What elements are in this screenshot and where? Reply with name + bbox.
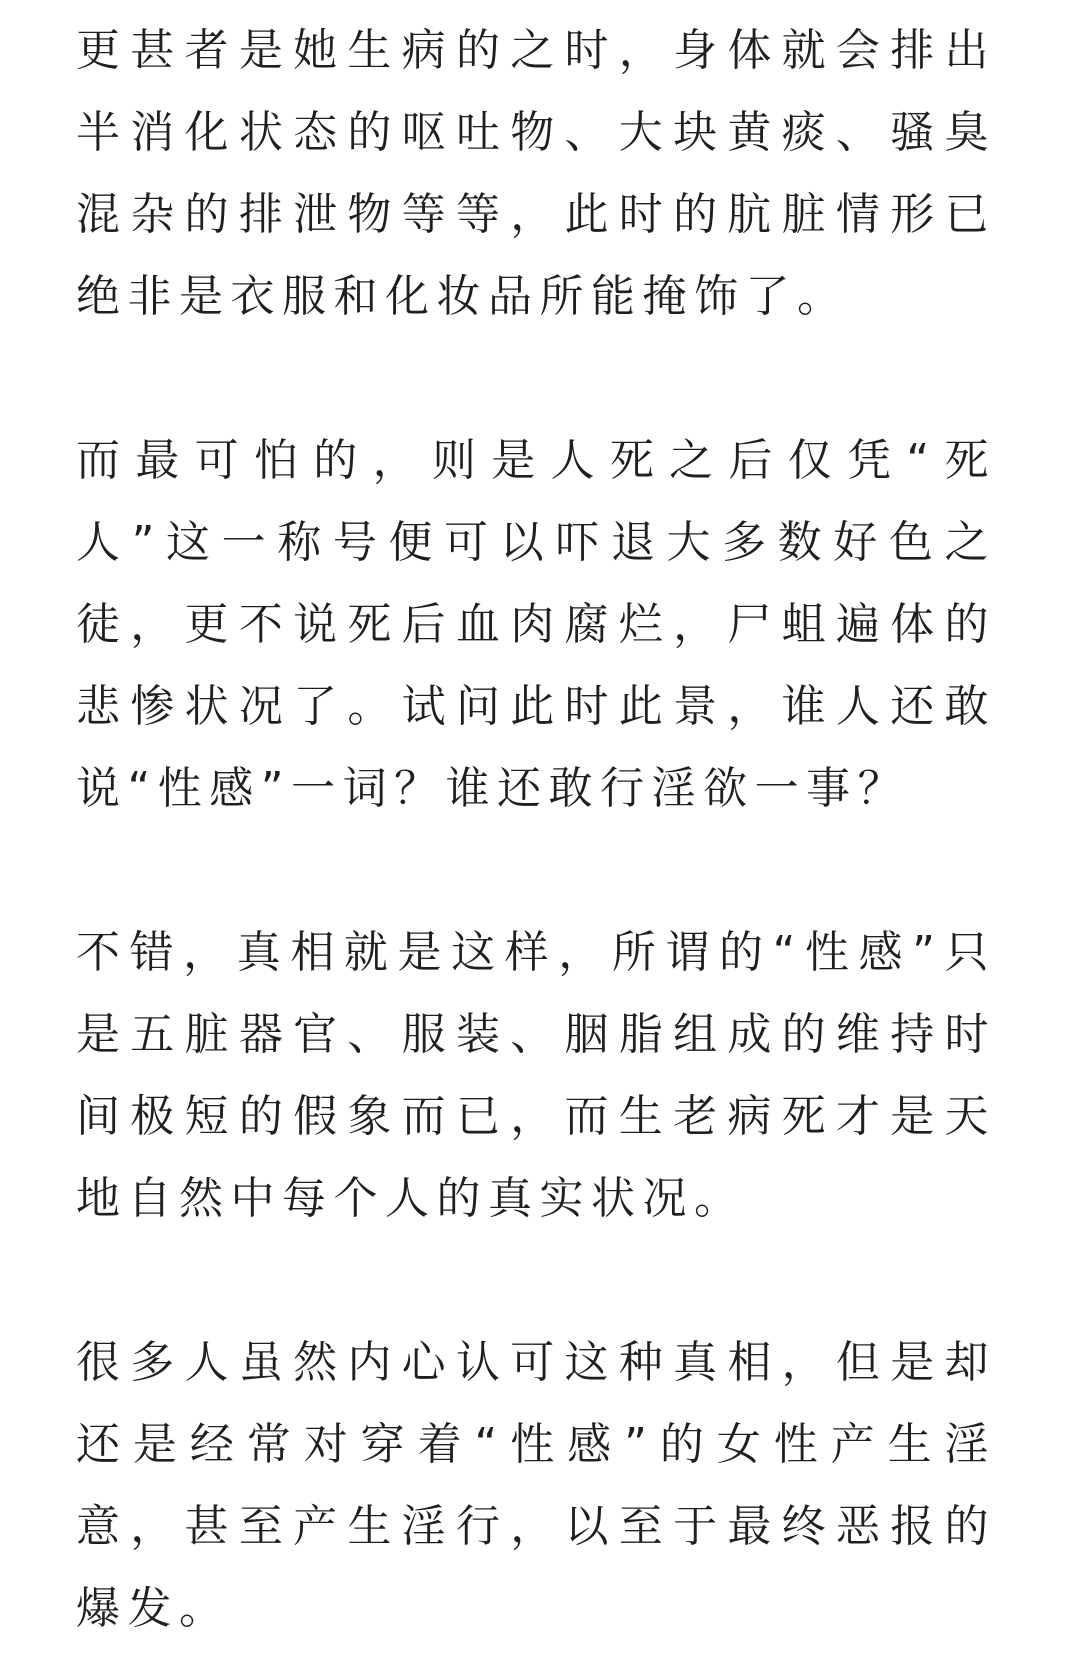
paragraph-3: 不错，真相就是这样，所谓的“性感”只是五脏器官、服装、胭脂组成的维持时间极短的假象而已，而生老病死才是天地自然中每个人的真实状况。 [76,927,996,1224]
paragraph-2: 而最可怕的，则是人死之后仅凭“死人”这一称号便可以吓退大多数好色之徒，更不说死后血肉腐烂，尸蛆遍体的悲惨状况了。试问此时此景，谁人还敢说“性感”一词？谁还敢行淫欲一事？ [76,435,996,814]
article-body [76,10,996,1650]
paragraph-4: 很多人虽然内心认可这种真相，但是却还是经常对穿着“性感”的女性产生淫意，甚至产生淫行，以至于最终恶报的爆发。 [76,1337,996,1634]
paragraph-1: 更甚者是她生病的之时，身体就会排出半消化状态的呕吐物、大块黄痰、骚臭混杂的排泄物等等，此时的肮脏情形已绝非是衣服和化妆品所能掩饰了。 [76,25,996,322]
